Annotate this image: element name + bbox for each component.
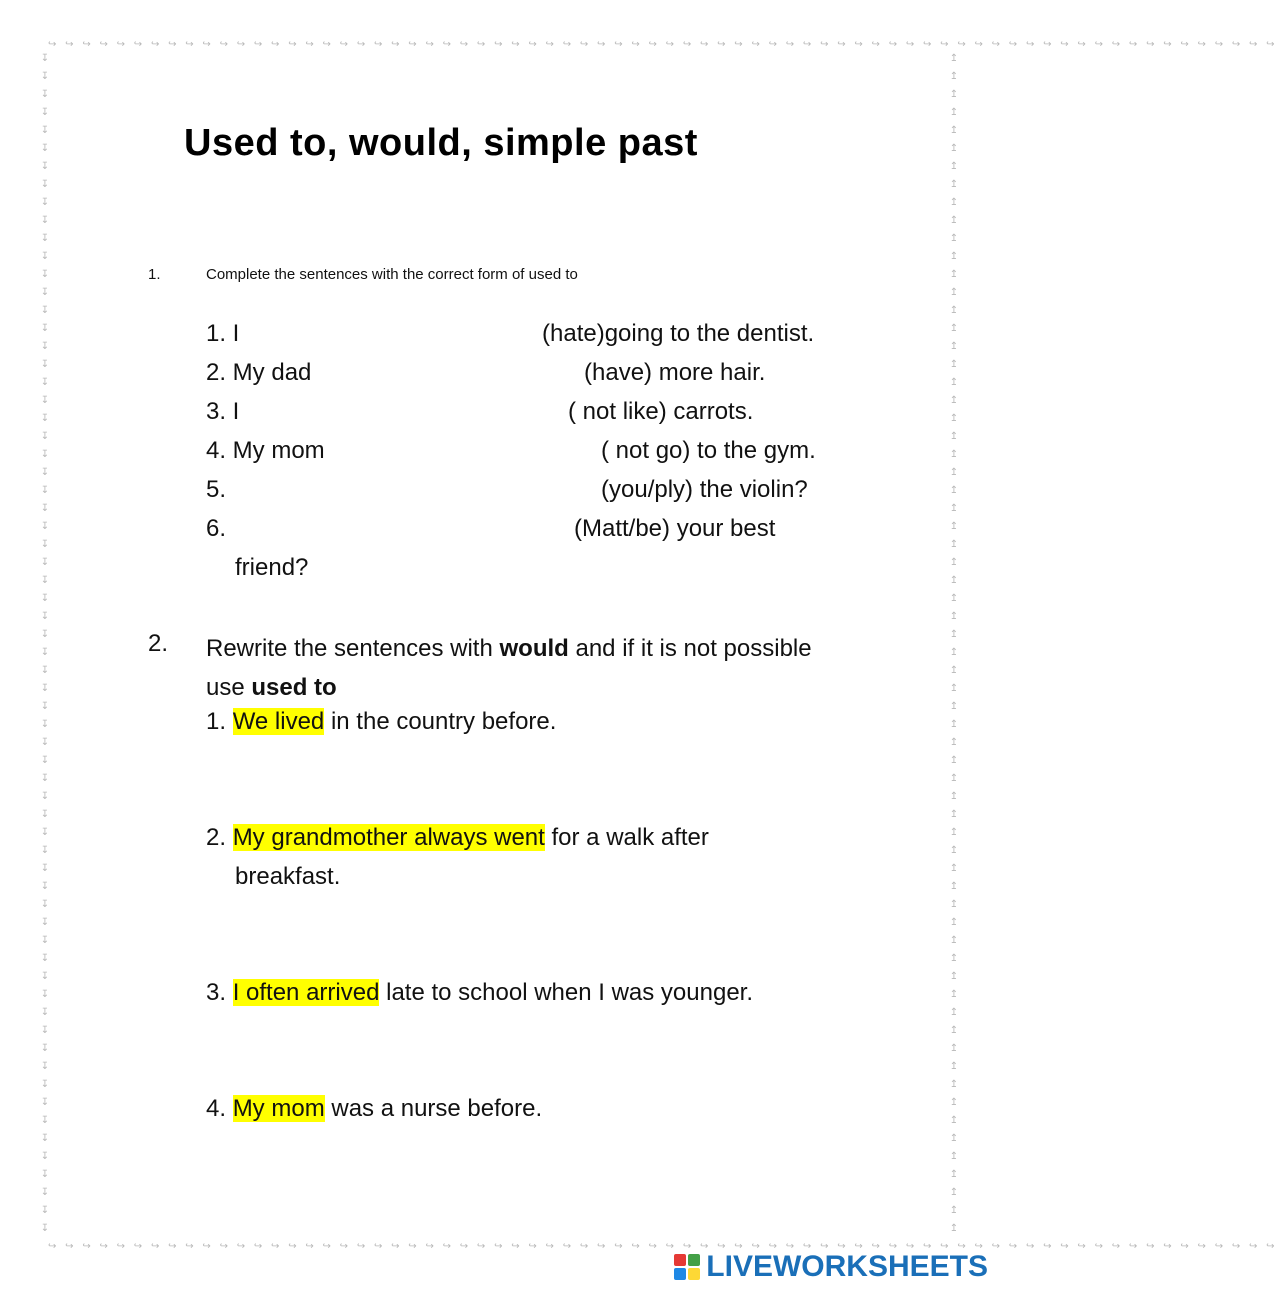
item-number: 2. — [206, 824, 227, 851]
exercise-1-item — [206, 475, 808, 505]
highlighted-phrase: We lived — [232, 708, 325, 735]
exercise-2-item-continuation: breakfast. — [235, 863, 341, 890]
liveworksheets-logo[interactable] — [674, 1252, 988, 1282]
exercise-1-number: 1. — [148, 266, 161, 283]
keyword-used-to: used to — [251, 674, 337, 701]
item-rest: for a walk after — [544, 824, 709, 851]
exercise-1-instruction: Complete the sentences with the correct form of used to — [206, 266, 578, 283]
item-hint: (have) more hair. — [584, 359, 766, 386]
exercise-1-item-continuation: friend? — [235, 554, 309, 581]
highlighted-phrase: My grandmother always went — [232, 824, 545, 851]
instruction-text: and if it is not possible use — [206, 635, 812, 701]
item-hint: ( not go) to the gym. — [601, 437, 816, 464]
exercise-2-number: 2. — [148, 630, 169, 657]
item-number: 3. — [206, 979, 227, 1006]
liveworksheets-logo-icon — [674, 1254, 700, 1280]
item-hint: (you/ply) the violin? — [601, 476, 808, 503]
item-rest: was a nurse before. — [324, 1095, 543, 1122]
exercise-1-item — [206, 397, 754, 427]
item-subject: 2. My dad — [206, 359, 312, 386]
item-subject: 3. I — [206, 398, 240, 425]
item-subject: 5. — [206, 476, 227, 503]
brand-name: LIVEWORKSHEETS — [706, 1250, 988, 1283]
keyword-would: would — [499, 635, 569, 662]
exercise-2-item — [206, 823, 709, 853]
exercise-1-item — [206, 319, 815, 349]
item-rest: late to school when I was younger. — [379, 979, 753, 1006]
exercise-1-item — [206, 514, 776, 544]
decorative-border-bottom: ↪ ↪ ↪ ↪ ↪ ↪ ↪ ↪ ↪ ↪ ↪ ↪ ↪ ↪ ↪ ↪ ↪ ↪ ↪ ↪ ↪ ↪ ↪ ↪ ↪ ↪ ↪ ↪ ↪ ↪ ↪ ↪ ↪ ↪ ↪ ↪ ↪ ↪ ↪ ↪ ↪ ↪ ↪ ↪ ↪ ↪ ↪ ↪ ↪ ↪ ↪ ↪ ↪ ↪ ↪ ↪ ↪ ↪ ↪ ↪ ↪ ↪ ↪ ↪ ↪ ↪ ↪ ↪ ↪ ↪ ↪ ↪ — [48, 1241, 1278, 1252]
item-subject: 1. I — [206, 320, 240, 347]
exercise-2-item — [206, 707, 556, 737]
exercise-2-item — [206, 1094, 542, 1124]
worksheet-title: Used to, would, simple past — [184, 122, 698, 164]
item-subject: 4. My mom — [206, 437, 325, 464]
decorative-border-left: ↧↧↧↧↧↧↧↧↧↧↧↧↧↧↧↧↧↧↧↧↧↧↧↧↧↧↧↧↧↧↧↧↧↧↧↧↧↧↧↧↧↧↧↧↧↧↧↧↧↧↧↧↧↧↧↧↧↧↧↧↧↧↧↧↧↧ — [40, 53, 50, 1234]
item-hint: ( not like) carrots. — [568, 398, 754, 425]
item-number: 1. — [206, 708, 227, 735]
instruction-text: Rewrite the sentences with — [206, 635, 500, 662]
item-hint: (Matt/be) your best — [574, 515, 776, 542]
decorative-border-top: ↪ ↪ ↪ ↪ ↪ ↪ ↪ ↪ ↪ ↪ ↪ ↪ ↪ ↪ ↪ ↪ ↪ ↪ ↪ ↪ ↪ ↪ ↪ ↪ ↪ ↪ ↪ ↪ ↪ ↪ ↪ ↪ ↪ ↪ ↪ ↪ ↪ ↪ ↪ ↪ ↪ ↪ ↪ ↪ ↪ ↪ ↪ ↪ ↪ ↪ ↪ ↪ ↪ ↪ ↪ ↪ ↪ ↪ ↪ ↪ ↪ ↪ ↪ ↪ ↪ ↪ ↪ ↪ ↪ ↪ ↪ ↪ — [48, 39, 1278, 50]
item-rest: in the country before. — [324, 708, 557, 735]
item-number: 4. — [206, 1095, 227, 1122]
highlighted-phrase: My mom — [232, 1095, 325, 1122]
exercise-2-instruction — [206, 629, 846, 707]
item-hint: (hate)going to the dentist. — [542, 320, 815, 347]
exercise-1-item — [206, 436, 816, 466]
decorative-border-right: ↥↥↥↥↥↥↥↥↥↥↥↥↥↥↥↥↥↥↥↥↥↥↥↥↥↥↥↥↥↥↥↥↥↥↥↥↥↥↥↥↥↥↥↥↥↥↥↥↥↥↥↥↥↥↥↥↥↥↥↥↥↥↥↥↥↥ — [949, 53, 959, 1234]
exercise-1-item — [206, 358, 766, 388]
exercise-2-item — [206, 978, 753, 1008]
highlighted-phrase: I often arrived — [232, 979, 380, 1006]
item-subject: 6. — [206, 515, 227, 542]
